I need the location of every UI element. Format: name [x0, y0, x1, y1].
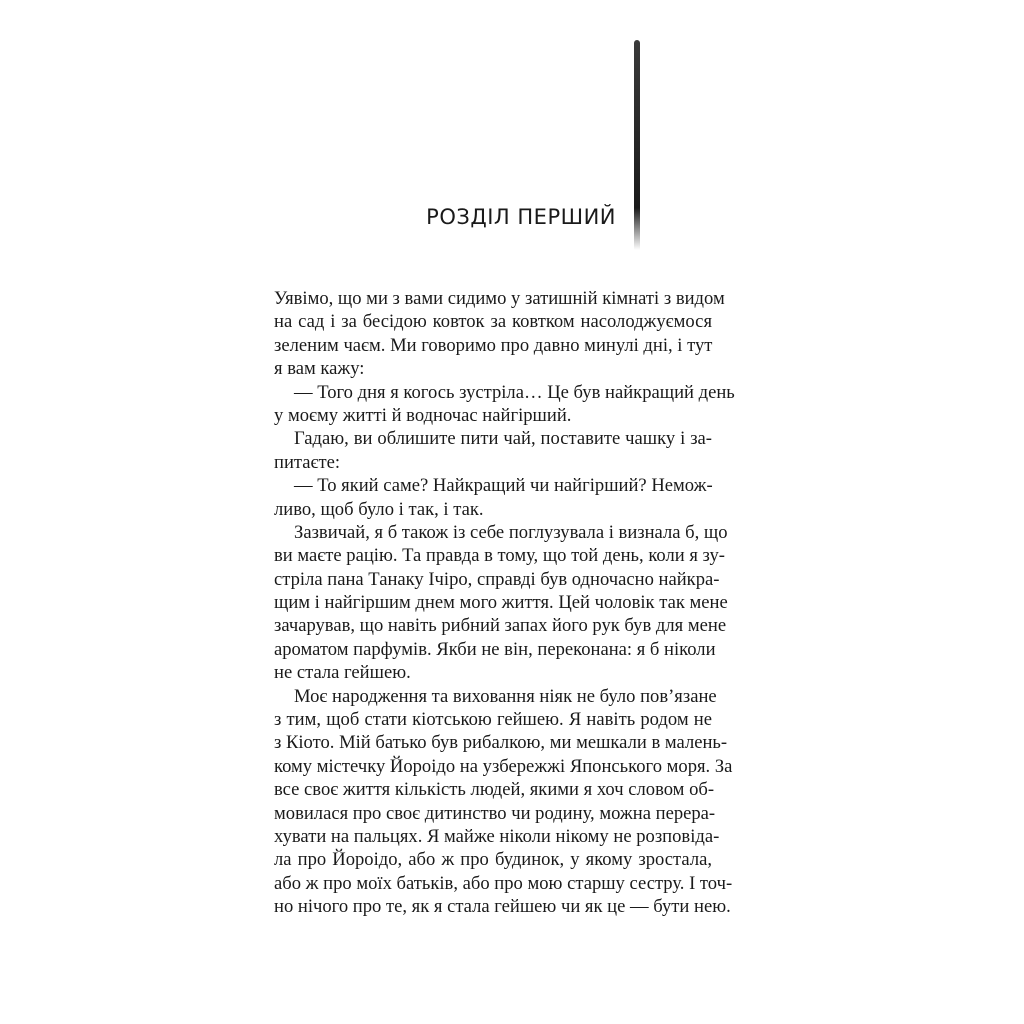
text-line: — Того дня я когось зустріла… Це був найкращий день [294, 381, 735, 403]
text-line: з Кіото. Мій батько був рибалкою, ми мешкали в малень- [274, 732, 728, 754]
text-line: Уявімо, що ми з вами сидимо у затишній кімнаті з видом [274, 288, 725, 309]
text-line: зеленим чаєм. Ми говоримо про давно минулі дні, і тут [274, 334, 713, 356]
text-line: — То який саме? Найкращий чи найгірший? Немож- [294, 475, 713, 497]
text-line: не стала гейшею. [274, 662, 411, 684]
text-line: на сад і за бесідою ковток за ковтком насолоджуємося [274, 311, 712, 333]
text-line: Моє народження та виховання ніяк не було пов’язане [294, 685, 717, 707]
text-line: хувати на пальцях. Я майже ніколи нікому не розповіда- [274, 825, 720, 847]
text-line: но нічого про те, як я стала гейшею чи як це — бути нею. [274, 896, 731, 918]
text-line: Гадаю, ви облишите пити чай, поставите чашку і за- [294, 428, 712, 450]
text-line: ароматом парфумів. Якби не він, переконана: я б ніколи [274, 638, 716, 660]
text-line: питаєте: [274, 451, 341, 473]
text-line: мовилася про своє дитинство чи родину, можна перера- [274, 802, 716, 824]
text-line: щим і найгіршим днем мого життя. Цей чоловік так мене [274, 592, 728, 614]
body-text [274, 287, 735, 919]
text-line: стріла пана Танаку Ічіро, справді був одночасно найкра- [274, 568, 720, 590]
text-line: ливо, щоб було і так, і так. [274, 498, 484, 520]
text-line: ви маєте рацію. Та правда в тому, що той день, коли я зу- [274, 545, 725, 567]
text-line: все своє життя кількість людей, якими я хоч словом об- [274, 779, 715, 801]
text-line: кому містечку Йороідо на узбережжі Японського моря. За [274, 755, 733, 777]
text-line: Зазвичай, я б також із себе поглузувала і визнала б, що [294, 521, 728, 543]
text-line: зачарував, що навіть рибний запах його рук був для мене [274, 615, 727, 637]
text-line: у моєму житті й водночас найгірший. [274, 404, 572, 426]
chapter-decorative-rule [634, 40, 640, 250]
chapter-title: РОЗДІЛ ПЕРШИЙ [426, 205, 616, 229]
text-line: або ж про моїх батьків, або про мою старшу сестру. І точ- [274, 872, 733, 894]
text-line: я вам кажу: [274, 358, 365, 380]
text-line: ла про Йороідо, або ж про будинок, у якому зростала, [274, 849, 712, 871]
text-line: з тим, щоб стати кіотською гейшею. Я навіть родом не [274, 709, 712, 731]
